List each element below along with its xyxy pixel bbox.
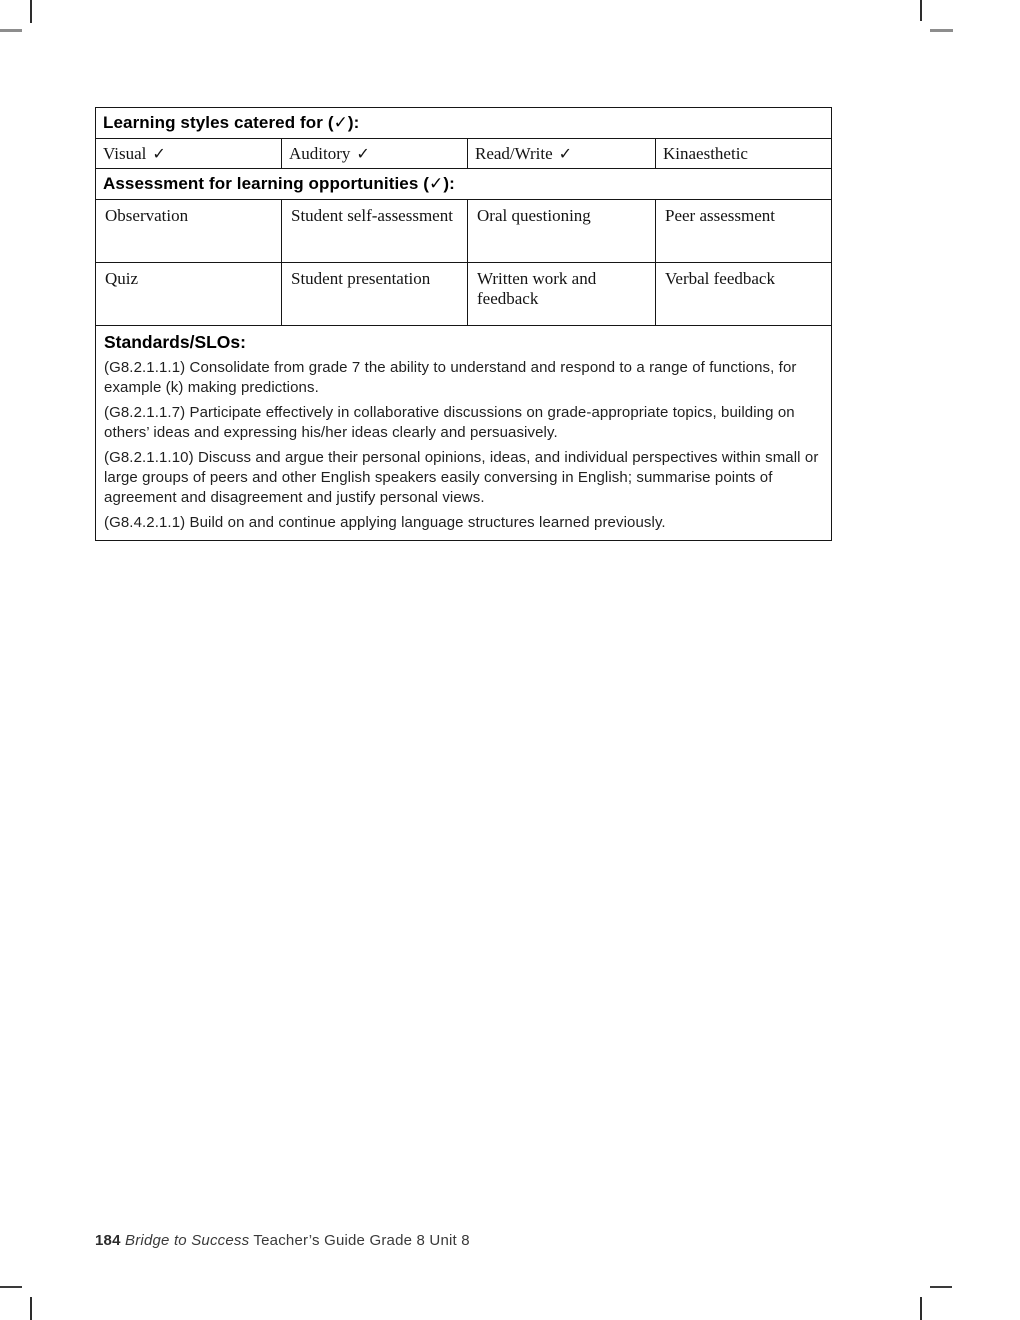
crop-mark-top-right-horizontal [930,29,953,32]
assessment-cell: Student presentation [282,263,468,326]
standards-row [96,326,832,541]
assessment-cell: Quiz [96,263,282,326]
learning-styles-header-row [96,108,832,139]
standard-item: (G8.2.1.1.10) Discuss and argue their personal opinions, ideas, and individual perspectives within small or large groups of peers and other English speakers easily conversing in English; summarise points of agreement and disagreement and justify personal views. [104,449,819,506]
learning-style-cell-kinaesthetic [656,139,832,169]
check-mark: ✓ [152,143,166,163]
assessment-cell: Peer assessment [656,200,832,263]
lesson-info-table [95,107,832,541]
crop-mark-top-right-vertical [920,0,922,21]
assessment-cell: Written work and feedback [468,263,656,326]
assessment-cell: Student self-assessment [282,200,468,263]
learning-styles-header: Learning styles catered for (✓): [96,108,832,139]
crop-mark-bottom-left-horizontal [0,1286,22,1288]
crop-mark-top-left-horizontal [0,29,22,32]
assessment-cell: Verbal feedback [656,263,832,326]
crop-mark-top-left-vertical [30,0,32,23]
learning-style-cell-auditory [282,139,468,169]
learning-style-label: Visual [103,143,147,163]
learning-style-label: Auditory [289,143,351,163]
check-mark: ✓ [356,143,370,163]
check-mark: ✓ [558,143,573,163]
learning-style-cell-visual [96,139,282,169]
learning-style-cell-readwrite [468,139,656,169]
footer-suffix: Teacher’s Guide Grade 8 Unit 8 [253,1232,470,1249]
assessment-cell: Oral questioning [468,200,656,263]
assessment-row-1 [96,200,832,263]
learning-style-label: Read/Write [475,143,553,163]
page-number: 184 [95,1232,121,1249]
assessment-row-2 [96,263,832,326]
standard-item: (G8.2.1.1.1) Consolidate from grade 7 the ability to understand and respond to a range of functions, for example (k) making predictions. [104,359,797,396]
assessment-cell: Observation [96,200,282,263]
assessment-header-row [96,169,832,200]
learning-styles-row [96,139,832,169]
standard-item: (G8.2.1.1.7) Participate effectively in collaborative discussions on grade-appropriate topics, building on others’ ideas and expressing his/her ideas clearly and persuasively. [104,404,795,441]
learning-style-label: Kinaesthetic [663,143,748,163]
standards-cell [96,326,832,541]
standards-header: Standards/SLOs: [104,332,246,352]
standard-item: (G8.4.2.1.1) Build on and continue applying language structures learned previously. [104,514,666,531]
assessment-header: Assessment for learning opportunities (✓): [96,169,832,200]
page-footer [95,1232,470,1249]
crop-mark-bottom-right-vertical [920,1297,922,1320]
crop-mark-bottom-right-horizontal [930,1286,952,1288]
book-title: Bridge to Success [125,1232,250,1249]
crop-mark-bottom-left-vertical [30,1297,32,1320]
